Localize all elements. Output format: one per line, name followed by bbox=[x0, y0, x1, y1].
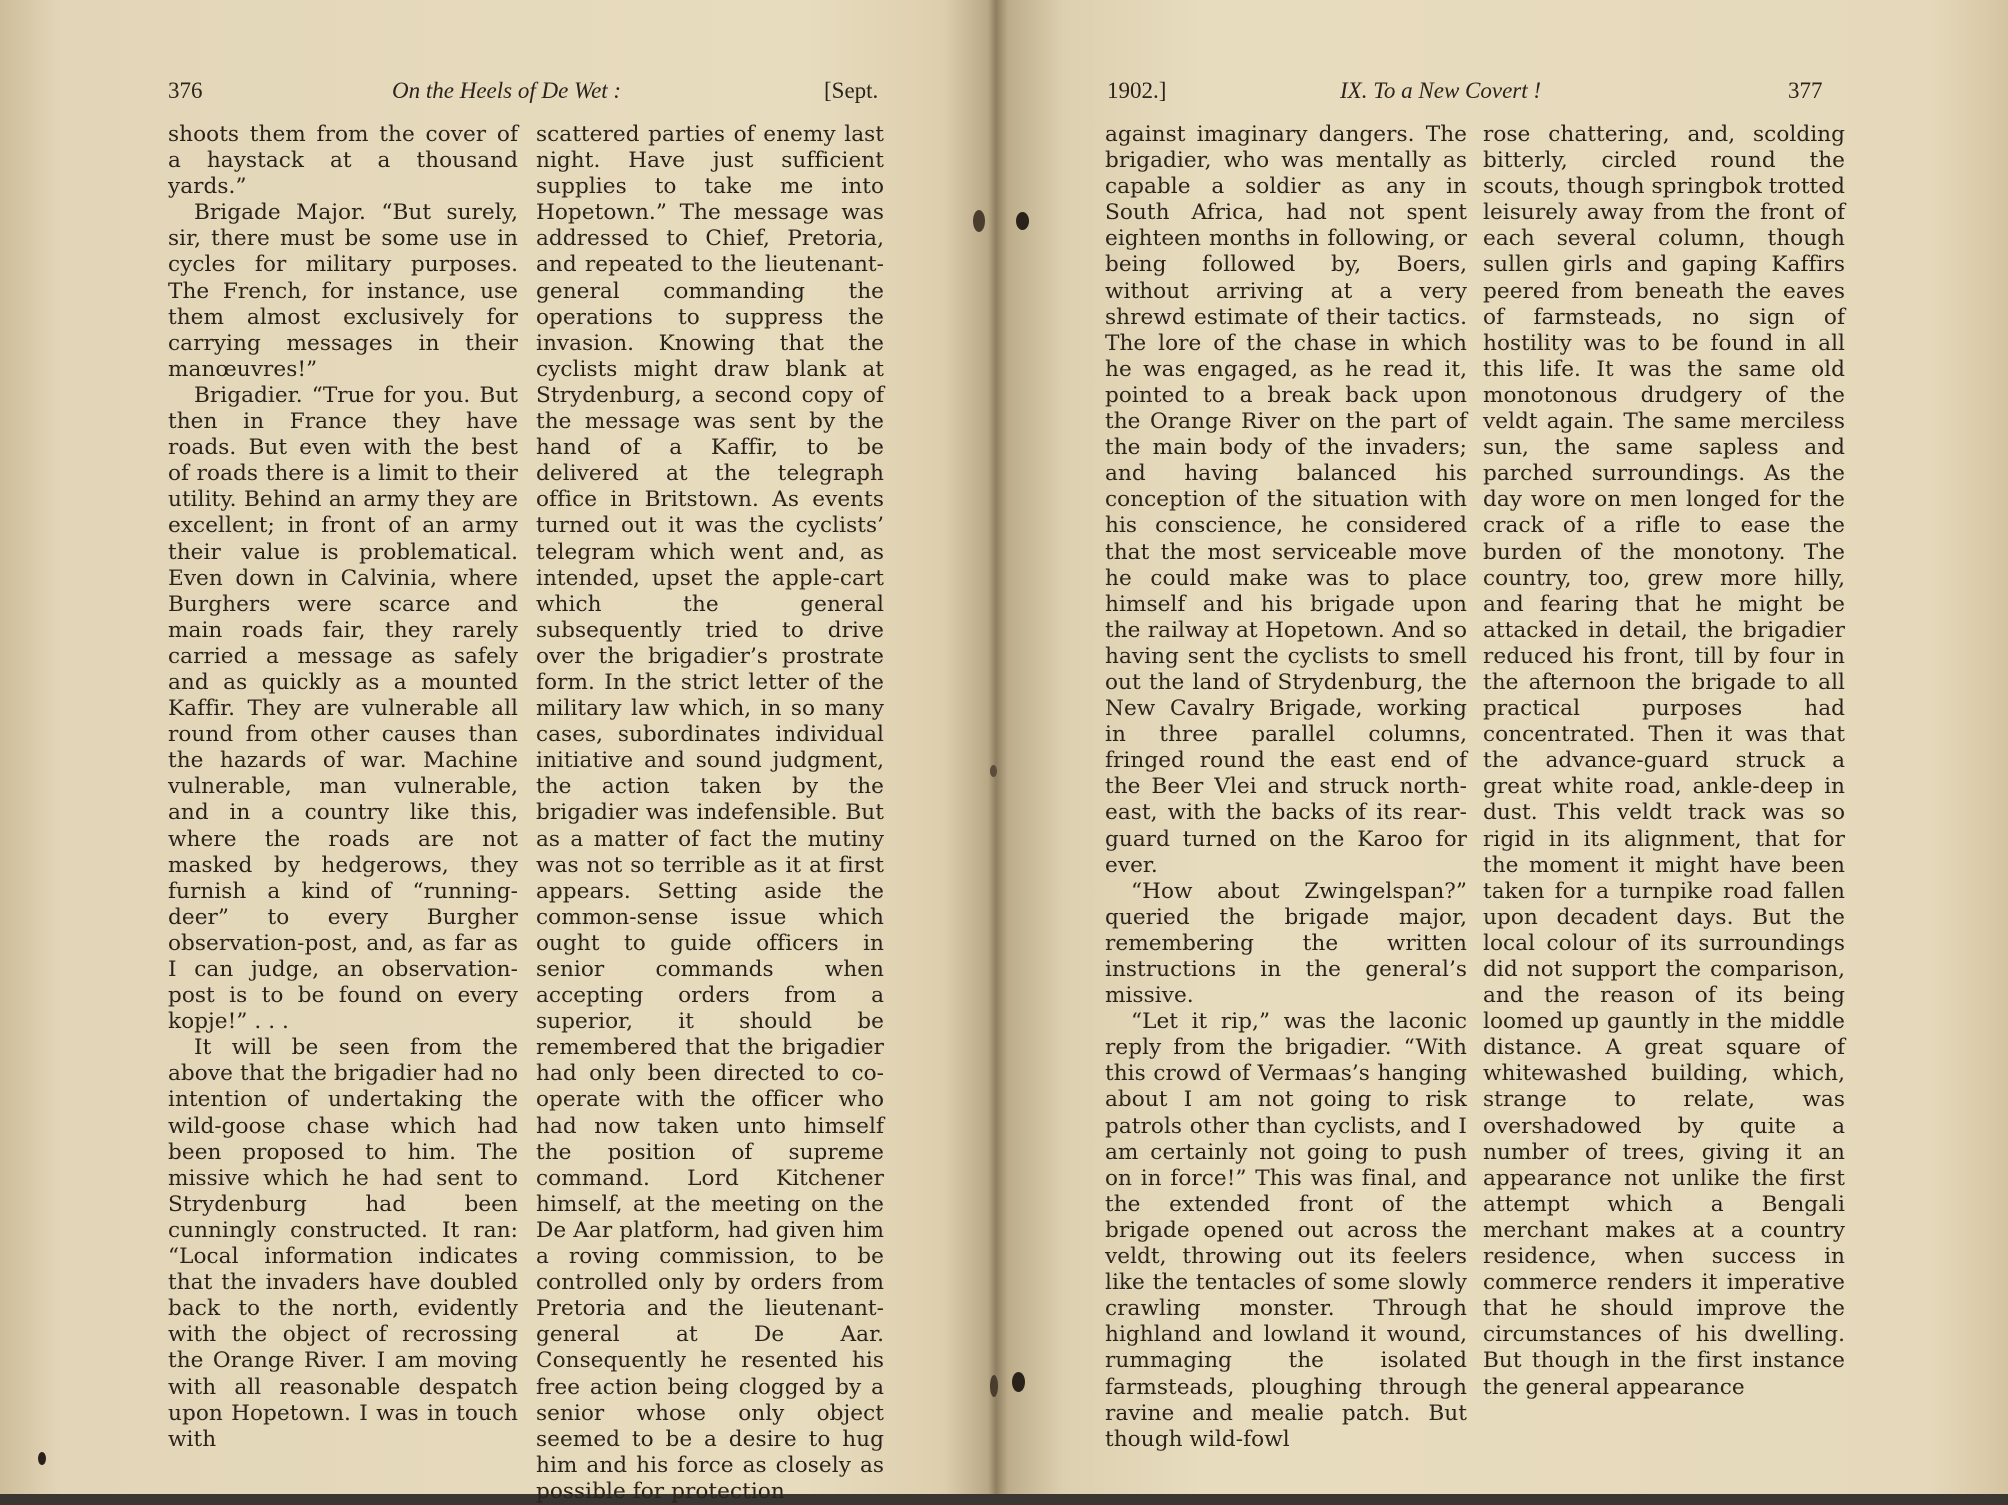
paragraph: shoots them from the cover of a haystack at a thousand yards.” bbox=[168, 122, 518, 200]
text-column-1 bbox=[168, 122, 518, 1453]
paragraph: Brigade Major. “But surely, sir, there must be some use in cycles for military purposes. The French, for instance, use them almost exclusively for carrying messages in their manœuvres!” bbox=[168, 200, 518, 382]
page-number: 376 bbox=[168, 78, 203, 103]
text-column-2 bbox=[536, 122, 884, 1505]
running-title: IX. To a New Covert ! bbox=[1340, 78, 1542, 103]
paragraph: scattered parties of enemy last night. Have just sufficient supplies to take me into Hopetown.” The message was addressed to Chief, Pretoria, and repeated to the lieutenant-general commanding the operations to suppress the invasion. Knowing that the cyclists might draw blank at Strydenburg, a second copy of the message was sent by the hand of a Kaffir, to be delivered at the telegraph office in Britstown. As events turned out it was the cyclists’ telegram which went and, as intended, upset the apple-cart which the general subsequently tried to drive over the brigadier’s prostrate form. In the strict letter of the military law which, in so many cases, subordinates individual initiative and sound judgment, the action taken by the brigadier was indefensible. But as a matter of fact the mutiny was not so terrible as it at first appears. Setting aside the common-sense issue which ought to guide officers in senior commands when accepting orders from a superior, it should be remembered that the brigadier had only been directed to co-operate with the officer who had now taken unto himself the position of supreme command. Lord Kitchener himself, at the meeting on the De Aar platform, had given him a roving commission, to be controlled only by orders from Pretoria and the lieutenant-general at De Aar. Consequently he resented his free action being clogged by a senior whose only object seemed to be a desire to hug him and his force as closely as possible for protection bbox=[536, 122, 884, 1504]
running-date: 1902.] bbox=[1107, 78, 1167, 103]
paragraph: “Let it rip,” was the laconic reply from the brigadier. “With this crowd of Vermaas’s hanging about I am not going to risk patrols other than cyclists, and I am certainly not going to push on in force!” This was final, and the extended front of the brigade opened out across the veldt, throwing out its feelers like the tentacles of some slowly crawling monster. Through highland and lowland it wound, rummaging the isolated farmsteads, ploughing through ravine and mealie patch. But though wild-fowl bbox=[1105, 1009, 1467, 1452]
binding-thread bbox=[1016, 212, 1029, 230]
text-column-2 bbox=[1483, 122, 1845, 1401]
ink-spot bbox=[38, 1452, 46, 1465]
paragraph: rose chattering, and, scolding bitterly, circled round the scouts, though springbok trotted leisurely away from the front of each several column, though sullen girls and gaping Kaffirs peered from beneath the eaves of farmsteads, no sign of hostility was to be found in all this life. It was the same old monotonous drudgery of the veldt again. The same merciless sun, the same sapless and parched surroundings. As the day wore on men longed for the crack of a rifle to ease the burden of the monotony. The country, too, grew more hilly, and fearing that he might be attacked in detail, the brigadier reduced his front, till by four in the afternoon the brigade to all practical purposes had concentrated. Then it was that the advance-guard struck a great white road, ankle-deep in dust. This veldt track was so rigid in its alignment, that for the moment it might have been taken for a turnpike road fallen upon decadent days. But the local colour of its surroundings did not support the comparison, and the reason of its being loomed up gauntly in the middle distance. A great square of whitewashed building, which, strange to relate, was overshadowed by quite a number of trees, giving it an appearance not unlike the first attempt which a Bengali merchant makes at a country residence, when success in commerce renders it imperative that he should improve the circumstances of his dwelling. But though in the first instance the general appearance bbox=[1483, 122, 1845, 1400]
binding-thread bbox=[990, 765, 997, 777]
binding-thread bbox=[990, 1375, 998, 1397]
running-date: [Sept. bbox=[824, 78, 879, 103]
binding-thread bbox=[1012, 1372, 1025, 1392]
paragraph: against imaginary dangers. The brigadier, who was mentally as capable a soldier as any in South Africa, had not spent eighteen months in following, or being followed by, Boers, without arriving at a very shrewd estimate of their tactics. The lore of the chase in which he was engaged, as he read it, pointed to a break back upon the Orange River on the part of the main body of the invaders; and having balanced his conception of the situation with his conscience, he considered that the most serviceable move he could make was to place himself and his brigade upon the railway at Hopetown. And so having sent the cyclists to smell out the land of Strydenburg, the New Cavalry Brigade, working in three parallel columns, fringed round the east end of the Beer Vlei and struck north-east, with the backs of its rear-guard turned on the Karoo for ever. bbox=[1105, 122, 1467, 878]
left-page bbox=[0, 0, 995, 1504]
paragraph: “How about Zwingelspan?” queried the brigade major, remembering the written instructions in the general’s missive. bbox=[1105, 878, 1467, 1009]
right-page bbox=[995, 0, 2008, 1494]
paragraph: It will be seen from the above that the brigadier had no intention of undertaking the wild-goose chase which had been proposed to him. The missive which he had sent to Strydenburg had been cunningly constructed. It ran: “Local information indicates that the invaders have doubled back to the north, evidently with the object of recrossing the Orange River. I am moving with all reasonable despatch upon Hopetown. I was in touch with bbox=[168, 1035, 518, 1452]
running-title: On the Heels of De Wet : bbox=[392, 78, 622, 103]
binding-thread bbox=[973, 210, 985, 232]
paragraph: Brigadier. “True for you. But then in France they have roads. But even with the best of roads there is a limit to their utility. Behind an army they are excellent; in front of an army their value is problematical. Even down in Calvinia, where Burghers were scarce and main roads fair, they rarely carried a message as safely and as quickly as a mounted Kaffir. They are vulnerable all round from other causes than the hazards of war. Machine vulnerable, man vulnerable, and in a country like this, where the roads are not masked by hedgerows, they furnish a kind of “running-deer” to every Burgher observation-post, and, as far as I can judge, an observation-post is to be found on every kopje!” . . . bbox=[168, 382, 518, 1035]
page-number: 377 bbox=[1788, 78, 1823, 103]
text-column-1 bbox=[1105, 122, 1467, 1453]
